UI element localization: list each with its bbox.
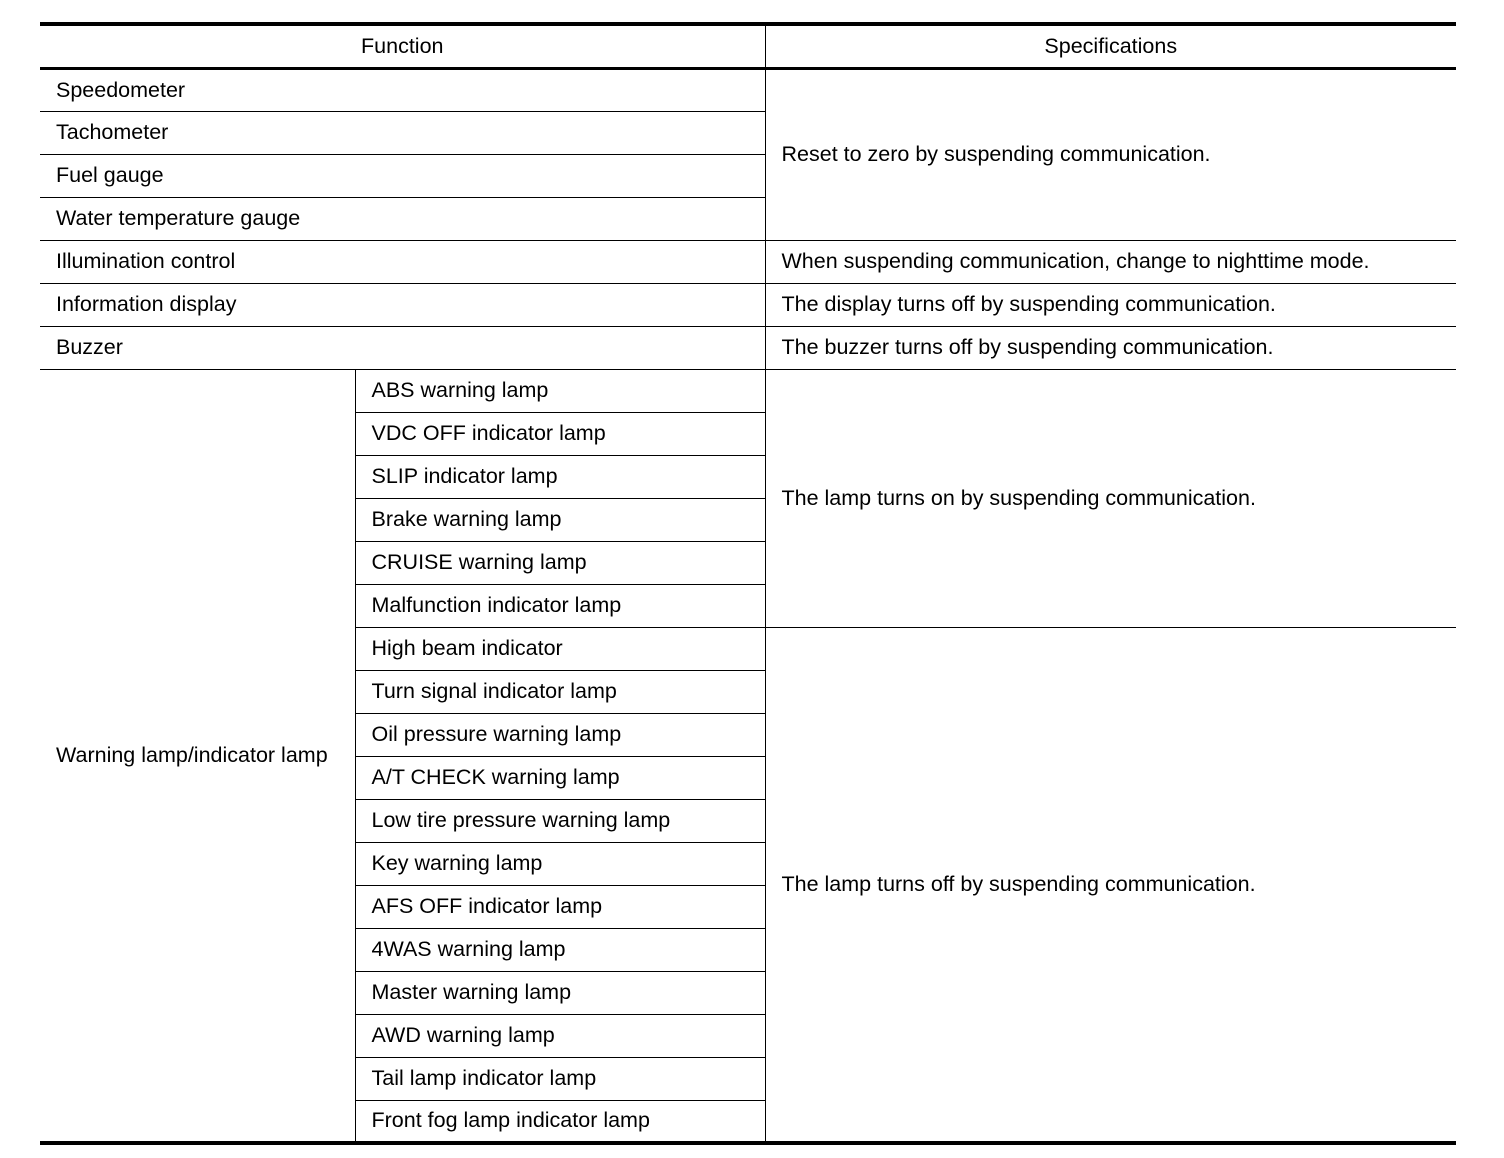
spec-cell-illumination-control: When suspending communication, change to nighttime mode. [765,240,1456,283]
function-cell-buzzer: Buzzer [40,326,765,369]
lamp-cell: SLIP indicator lamp [355,455,765,498]
group-label-warning-indicator-lamp: Warning lamp/indicator lamp [40,369,355,1143]
lamp-cell: AFS OFF indicator lamp [355,885,765,928]
lamp-cell: Malfunction indicator lamp [355,584,765,627]
lamp-cell: High beam indicator [355,627,765,670]
lamp-cell: Oil pressure warning lamp [355,713,765,756]
function-cell-illumination-control: Illumination control [40,240,765,283]
spec-cell-information-display: The display turns off by suspending communication. [765,283,1456,326]
function-cell-information-display: Information display [40,283,765,326]
function-cell-fuel-gauge: Fuel gauge [40,154,765,197]
lamp-cell: Key warning lamp [355,842,765,885]
spec-cell-gauges: Reset to zero by suspending communication. [765,68,1456,240]
spec-cell-lamp-on: The lamp turns on by suspending communication. [765,369,1456,627]
table-row [40,240,1456,283]
lamp-cell: ABS warning lamp [355,369,765,412]
lamp-cell: A/T CHECK warning lamp [355,756,765,799]
lamp-cell: Front fog lamp indicator lamp [355,1100,765,1143]
specifications-header: Specifications [765,24,1456,68]
function-cell-tachometer: Tachometer [40,111,765,154]
lamp-cell: CRUISE warning lamp [355,541,765,584]
lamp-cell: Low tire pressure warning lamp [355,799,765,842]
lamp-cell: Master warning lamp [355,971,765,1014]
function-cell-water-temperature-gauge: Water temperature gauge [40,197,765,240]
lamp-cell: Brake warning lamp [355,498,765,541]
lamp-cell: 4WAS warning lamp [355,928,765,971]
header-row [40,24,1456,68]
function-header: Function [40,24,765,68]
function-cell-speedometer: Speedometer [40,68,765,111]
table-row [40,326,1456,369]
spec-cell-buzzer: The buzzer turns off by suspending communication. [765,326,1456,369]
lamp-cell: VDC OFF indicator lamp [355,412,765,455]
table-row [40,369,1456,412]
lamp-cell: AWD warning lamp [355,1014,765,1057]
spec-cell-lamp-off: The lamp turns off by suspending communication. [765,627,1456,1143]
table-row [40,68,1456,111]
table-row [40,283,1456,326]
fail-safe-spec-table [40,22,1456,1145]
lamp-cell: Tail lamp indicator lamp [355,1057,765,1100]
lamp-cell: Turn signal indicator lamp [355,670,765,713]
